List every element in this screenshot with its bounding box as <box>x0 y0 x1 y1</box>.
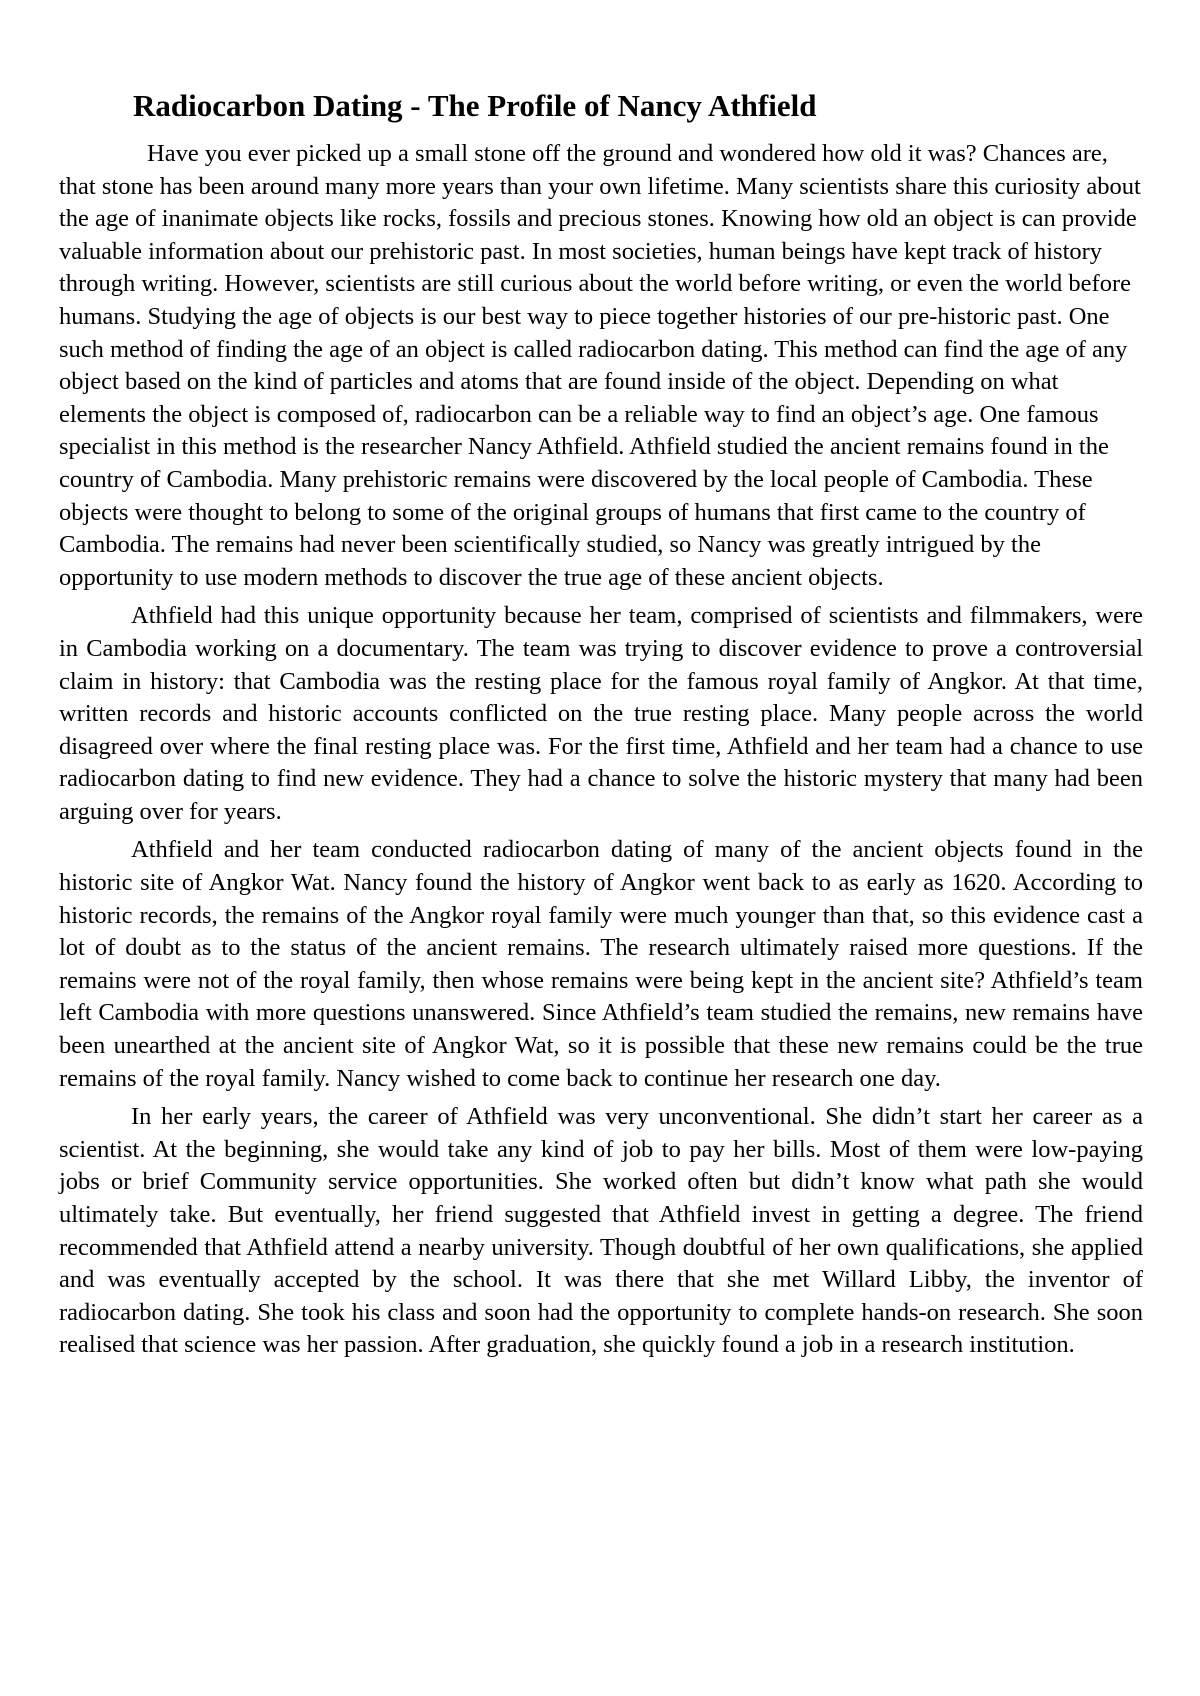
document-title: Radiocarbon Dating - The Profile of Nancy Athfield <box>133 88 817 123</box>
paragraph-early-career: In her early years, the career of Athfield was very unconventional. She didn’t start her career as a scientist. At the beginning, she would take any kind of job to pay her bills. Most of them were low-paying jobs or brief Community service opportunities. She worked often but didn’t know what path she would ultimately take. But eventually, her friend suggested that Athfield invest in getting a degree. The friend recommended that Athfield attend a nearby university. Though doubtful of her own qualifications, she applied and was eventually accepted by the school. It was there that she met Willard Libby, the inventor of radiocarbon dating. She took his class and soon had the opportunity to complete hands-on research. She soon realised that science was her passion. After graduation, she quickly found a job in a research institution. <box>59 1103 1143 1359</box>
document-body <box>59 138 1143 1362</box>
paragraph-intro: Have you ever picked up a small stone off the ground and wondered how old it was? Chances are, that stone has been around many more years than your own lifetime. Many scientists share this curiosity about the age of inanimate objects like rocks, fossils and precious stones. Knowing how old an object is can provide valuable information about our prehistoric past. In most societies, human beings have kept track of history through writing. However, scientists are still curious about the world before writing, or even the world before humans. Studying the age of objects is our best way to piece together histories of our pre-historic past. One such method of finding the age of an object is called radiocarbon dating. This method can find the age of any object based on the kind of particles and atoms that are found inside of the object. Depending on what elements the object is composed of, radiocarbon can be a reliable way to find an object’s age. One famous specialist in this method is the researcher Nancy Athfield. Athfield studied the ancient remains found in the country of Cambodia. Many prehistoric remains were discovered by the local people of Cambodia. These objects were thought to belong to some of the original groups of humans that first came to the country of Cambodia. The remains had never been scientifically studied, so Nancy was greatly intrigued by the opportunity to use modern methods to discover the true age of these ancient objects. <box>59 140 1141 591</box>
paragraph-documentary: Athfield had this unique opportunity because her team, comprised of scientists and filmmakers, were in Cambodia working on a documentary. The team was trying to discover evidence to prove a controversial claim in history: that Cambodia was the resting place for the famous royal family of Angkor. At that time, written records and historic accounts conflicted on the true resting place. Many people across the world disagreed over where the final resting place was. For the first time, Athfield and her team had a chance to use radiocarbon dating to find new evidence. They had a chance to solve the historic mystery that many had been arguing over for years. <box>59 602 1143 825</box>
paragraph-angkor-findings: Athfield and her team conducted radiocarbon dating of many of the ancient objects found in the historic site of Angkor Wat. Nancy found the history of Angkor went back to as early as 1620. According to historic records, the remains of the Angkor royal family were much younger than that, so this evidence cast a lot of doubt as to the status of the ancient remains. The research ultimately raised more questions. If the remains were not of the royal family, then whose remains were being kept in the ancient site? Athfield’s team left Cambodia with more questions unanswered. Since Athfield’s team studied the remains, new remains have been unearthed at the ancient site of Angkor Wat, so it is possible that these new remains could be the true remains of the royal family. Nancy wished to come back to continue her research one day. <box>59 836 1143 1092</box>
